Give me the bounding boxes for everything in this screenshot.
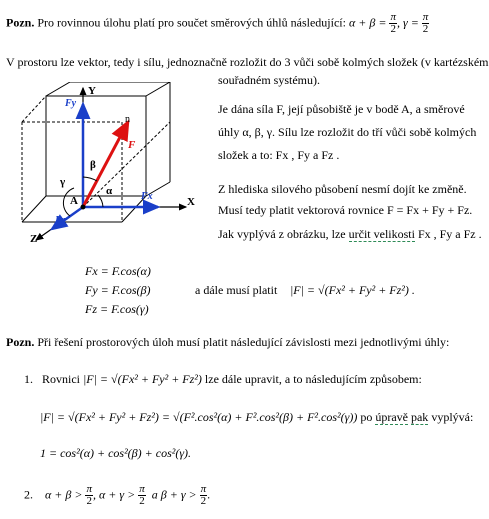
para-1-line-1: Je dána síla F, její působiště je v bodě A, a směrové <box>218 102 465 116</box>
para-1-line-3: složek a to: Fx , Fy a Fz . <box>218 148 340 162</box>
eq-fz: Fz = F.cos(γ) <box>85 302 149 316</box>
dashed-diagonal <box>83 122 170 207</box>
long-equation-line: |F| = √(Fx² + Fy² + Fz²) = √(F².cos²(α) + F².cos²(β) + F².cos²(γ)) po úpravě pak vyplývá: <box>40 410 474 424</box>
item-1-number: 1. <box>24 372 33 386</box>
item-1-text-a: Rovnici <box>42 372 80 386</box>
item-2: 2. α + β > $\frac{\pi}{2}$ , α + γ > $\frac{\pi}{2}$ a β + γ > $\frac{\pi}{2}$ . <box>24 483 211 507</box>
label-f: F <box>128 139 136 151</box>
eq-fx: Fx = F.cos(α) <box>85 264 151 278</box>
eq-magnitude: |F| = √(Fx² + Fy² + Fz²) . <box>290 283 415 297</box>
item-1-text-b: lze dále upravit, a to následujícím způsobem: <box>204 372 422 386</box>
note-1-frac: $\frac{\pi}{2}$ <box>390 11 396 35</box>
item-1 <box>24 372 422 387</box>
item-1-equation: |F| = √(Fx² + Fy² + Fz²) <box>83 372 202 386</box>
item-2-number: 2. <box>24 487 33 502</box>
intro-line-1: V prostoru lze vektor, tedy i sílu, jednoznačně rozložit do 3 vůči sobě kolmých složek (v kartézském <box>6 55 489 69</box>
note-1-formula-b: , γ = <box>396 15 419 30</box>
label-fz: Fz <box>55 215 66 226</box>
label-fy: Fy <box>65 98 77 109</box>
item-2-frac-2: $\frac{\pi}{2}$ <box>139 483 145 507</box>
eq-mid-text: a dále musí platit <box>195 283 278 297</box>
label-gamma: γ <box>60 176 66 188</box>
label-alpha: α <box>106 185 113 197</box>
intro-line-2: souřadném systému). <box>218 73 320 87</box>
cos-sum-result: 1 = cos²(α) + cos²(β) + cos²(γ). <box>40 446 192 460</box>
label-fx: Fx <box>141 191 153 202</box>
underlined-word: určit velikosti <box>348 227 415 241</box>
note-1-frac2: $\frac{\pi}{2}$ <box>422 11 429 35</box>
para-2-line-1: Z hlediska silového působení nesmí dojít ke změně. <box>218 182 467 196</box>
force-decomposition-figure <box>8 82 213 252</box>
note-1-text: Pro rovinnou úlohu platí pro součet směrových úhlů následující: <box>37 15 346 30</box>
label-y: Y <box>88 85 96 97</box>
point-a <box>81 205 86 210</box>
item-2-frac-1: $\frac{\pi}{2}$ <box>86 483 92 507</box>
para-2-line-2: Musí tedy platit vektorová rovnice F = Fx + Fy + Fz. <box>218 203 473 217</box>
alpha-arc <box>98 195 103 207</box>
beta-arc <box>83 177 97 181</box>
note-2 <box>6 335 449 350</box>
label-x: X <box>187 196 195 208</box>
label-a: A <box>70 195 78 207</box>
eq-fy: Fy = F.cos(β) <box>85 283 151 297</box>
para-1-line-2: úhly α, β, γ. Sílu lze rozložit do tří vůči sobě kolmých <box>218 125 477 139</box>
label-n: n <box>125 114 130 125</box>
note-2-text: Při řešení prostorových úloh musí platit následující závislosti mezi jednotlivými úhly: <box>37 335 450 349</box>
note-1 <box>6 12 429 35</box>
note-2-label: Pozn. <box>6 335 35 349</box>
item-2-frac-3: $\frac{\pi}{2}$ <box>200 483 207 507</box>
label-beta: β <box>90 159 96 171</box>
label-z: Z <box>30 233 38 245</box>
long-equation: |F| = √(Fx² + Fy² + Fz²) = √(F².cos²(α) + F².cos²(β) + F².cos²(γ)) <box>40 410 358 424</box>
note-1-formula-a: α + β = <box>348 15 387 30</box>
note-1-label: Pozn. <box>6 15 35 30</box>
para-2-line-3: Jak vyplývá z obrázku, lze určit velikosti Fx , Fy a Fz . <box>218 227 482 241</box>
